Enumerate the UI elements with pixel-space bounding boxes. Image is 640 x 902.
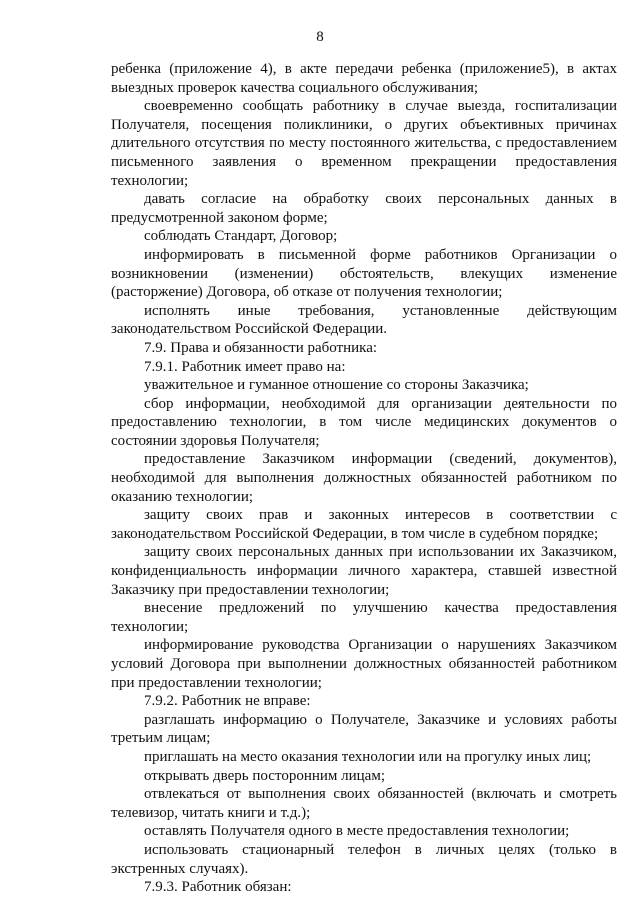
list-item-information-provision: предоставление Заказчиком информации (сведений, документов), необходимой для выполнения должностных обязанностей работником по оказанию технологии; (111, 451, 617, 505)
list-item-information-collection: сбор информации, необходимой для организации деятельности по предоставлению технологии, в том числе медицинских документов о состоянии здоровья Получателя; (111, 395, 617, 449)
list-item-rights-protection: защиту своих прав и законных интересов в соответствии с законодательством Российской Федерации, в том числе в судебном порядке; (111, 507, 617, 542)
section-heading-7-9: 7.9. Права и обязанности работника: (144, 339, 378, 356)
list-item-distractions: отвлекаться от выполнения своих обязанностей (включать и смотреть телевизор, читать книги и т.д.); (111, 786, 617, 821)
paragraph-other-requirements: исполнять иные требования, установленные действующим законодательством Российской Федерации. (111, 302, 617, 338)
subsection-heading-7-9-1: 7.9.1. Работник имеет право на: (144, 358, 346, 375)
list-item-respectful-treatment: уважительное и гуманное отношение со стороны Заказчика; (144, 377, 529, 394)
subsection-heading-7-9-2: 7.9.2. Работник не вправе: (144, 693, 311, 710)
paragraph-notify-worker: своевременно сообщать работнику в случае выезда, госпитализации Получателя, посещения поликлиники, о других объективных причинах длительного отсутствия по месту постоянного жительства, с предоставлением письменного заявления о временном прекращении предоставления технологии; (111, 98, 617, 189)
list-item-improvement-proposals: внесение предложений по улучшению качества предоставления технологии; (111, 600, 617, 635)
list-item-open-door: открывать дверь посторонним лицам; (144, 767, 385, 784)
paragraph-continuation: ребенка (приложение 4), в акте передачи ребенка (приложение5), в актах выездных проверок качества социального обслуживания; (111, 61, 617, 96)
document-body (111, 60, 617, 897)
list-item-phone-use: использовать стационарный телефон в личных целях (только в экстренных случаях). (111, 841, 617, 877)
subsection-heading-7-9-3: 7.9.3. Работник обязан: (144, 879, 292, 896)
paragraph-consent-data: давать согласие на обработку своих персональных данных в предусмотренной законом форме; (111, 191, 617, 226)
list-item-personal-data-protection: защиту своих персональных данных при использовании их Заказчиком, конфиденциальность информации личного характера, ставшей известной Заказчику при предоставлении технологии; (111, 544, 617, 598)
paragraph-inform-organization: информировать в письменной форме работников Организации о возникновении (изменении) обстоятельств, влекущих изменение (расторжение) Договора, об отказе от получения технологии; (111, 246, 617, 301)
list-item-report-violations: информирование руководства Организации о нарушениях Заказчиком условий Договора при выполнении должностных обязанностей работником при предоставлении технологии; (111, 637, 617, 691)
page-number: 8 (316, 29, 324, 45)
list-item-leave-alone: оставлять Получателя одного в месте предоставления технологии; (144, 823, 570, 840)
list-item-invite-others: приглашать на место оказания технологии или на прогулку иных лиц; (144, 748, 592, 765)
paragraph-comply-standard: соблюдать Стандарт, Договор; (144, 228, 338, 245)
list-item-disclose-information: разглашать информацию о Получателе, Заказчике и условиях работы третьим лицам; (111, 711, 617, 747)
